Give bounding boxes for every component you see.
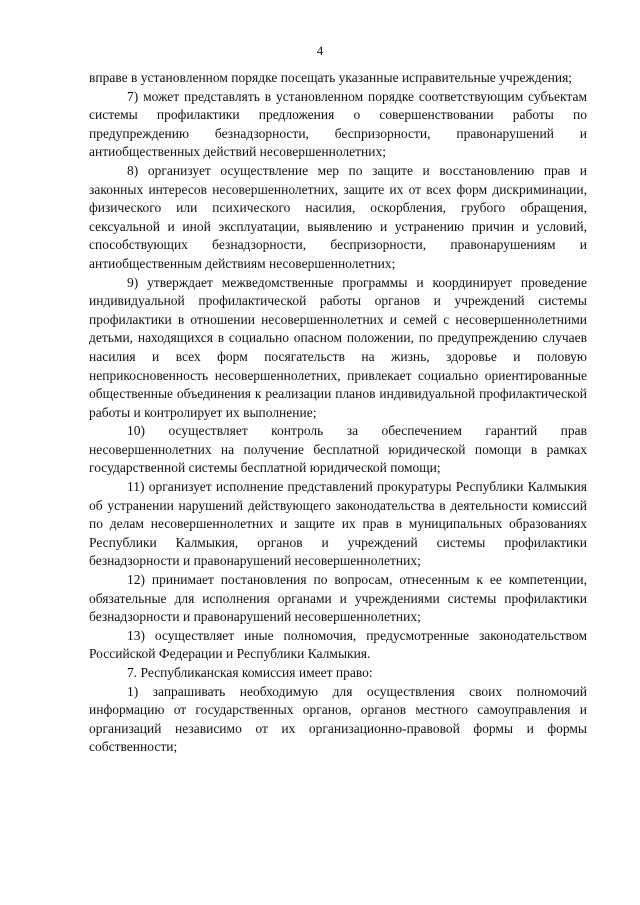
paragraph-item-9: 9) утверждает межведомственные программы и координирует проведение индивидуальной профилактической работы органов и учреждений системы профилактики в отношении несовершеннолетних и семей с несовершеннолетними детьми, находящихся в социально опасном положении, по предупреждению случаев насилия и всех форм посягательств на жизнь, здоровье и половую неприкосновенность несовершеннолетних, привлекает социально ориентированные общественные объединения к реализации планов индивидуальной профилактической работы и контролирует их выполнение; [89,274,587,420]
paragraph-item-10: 10) осуществляет контроль за обеспечением гарантий прав несовершеннолетних на получение бесплатной юридической помощи в рамках государственной системы бесплатной юридической помощи; [89,423,587,476]
paragraph-section-7-item-1: 1) запрашивать необходимую для осуществления своих полномочий информацию от государственных органов, органов местного самоуправления и организаций независимо от их организационно-правовой формы и формы собственности; [89,683,587,755]
paragraph-item-7: 7) может представлять в установленном порядке соответствующим субъектам системы профилактики предложения о совершенствовании работы по предупреждению безнадзорности, беспризорности, правонарушений и антиобщественных действий несовершеннолетних; [89,88,587,160]
page-number: 4 [316,43,324,58]
paragraph-item-12: 12) принимает постановления по вопросам, отнесенным к ее компетенции, обязательные для исполнения органами и учреждениями системы профилактики безнадзорности и правонарушений несовершеннолетних; [89,572,587,625]
paragraph-item-13: 13) осуществляет иные полномочия, предусмотренные законодательством Российской Федерации и Республики Калмыкия. [89,627,587,662]
document-body [89,69,587,757]
paragraph-continuation: вправе в установленном порядке посещать указанные исправительные учреждения; [89,70,573,85]
section-7-heading: 7. Республиканская комиссия имеет право: [127,665,373,680]
paragraph-item-11: 11) организует исполнение представлений прокуратуры Республики Калмыкия об устранении нарушений действующего законодательства в деятельности комиссий по делам несовершеннолетних и защите их прав в муниципальных образованиях Республики Калмыкия, органов и учреждений системы профилактики безнадзорности и правонарушений несовершеннолетних; [89,479,587,569]
paragraph-item-8: 8) организует осуществление мер по защите и восстановлению прав и законных интересов несовершеннолетних, защите их от всех форм дискриминации, физического или психического насилия, оскорбления, грубого обращения, сексуальной и иной эксплуатации, выявлению и устранению причин и условий, способствующих безнадзорности, беспризорности, правонарушениям и антиобщественным действиям несовершеннолетних; [89,162,587,271]
